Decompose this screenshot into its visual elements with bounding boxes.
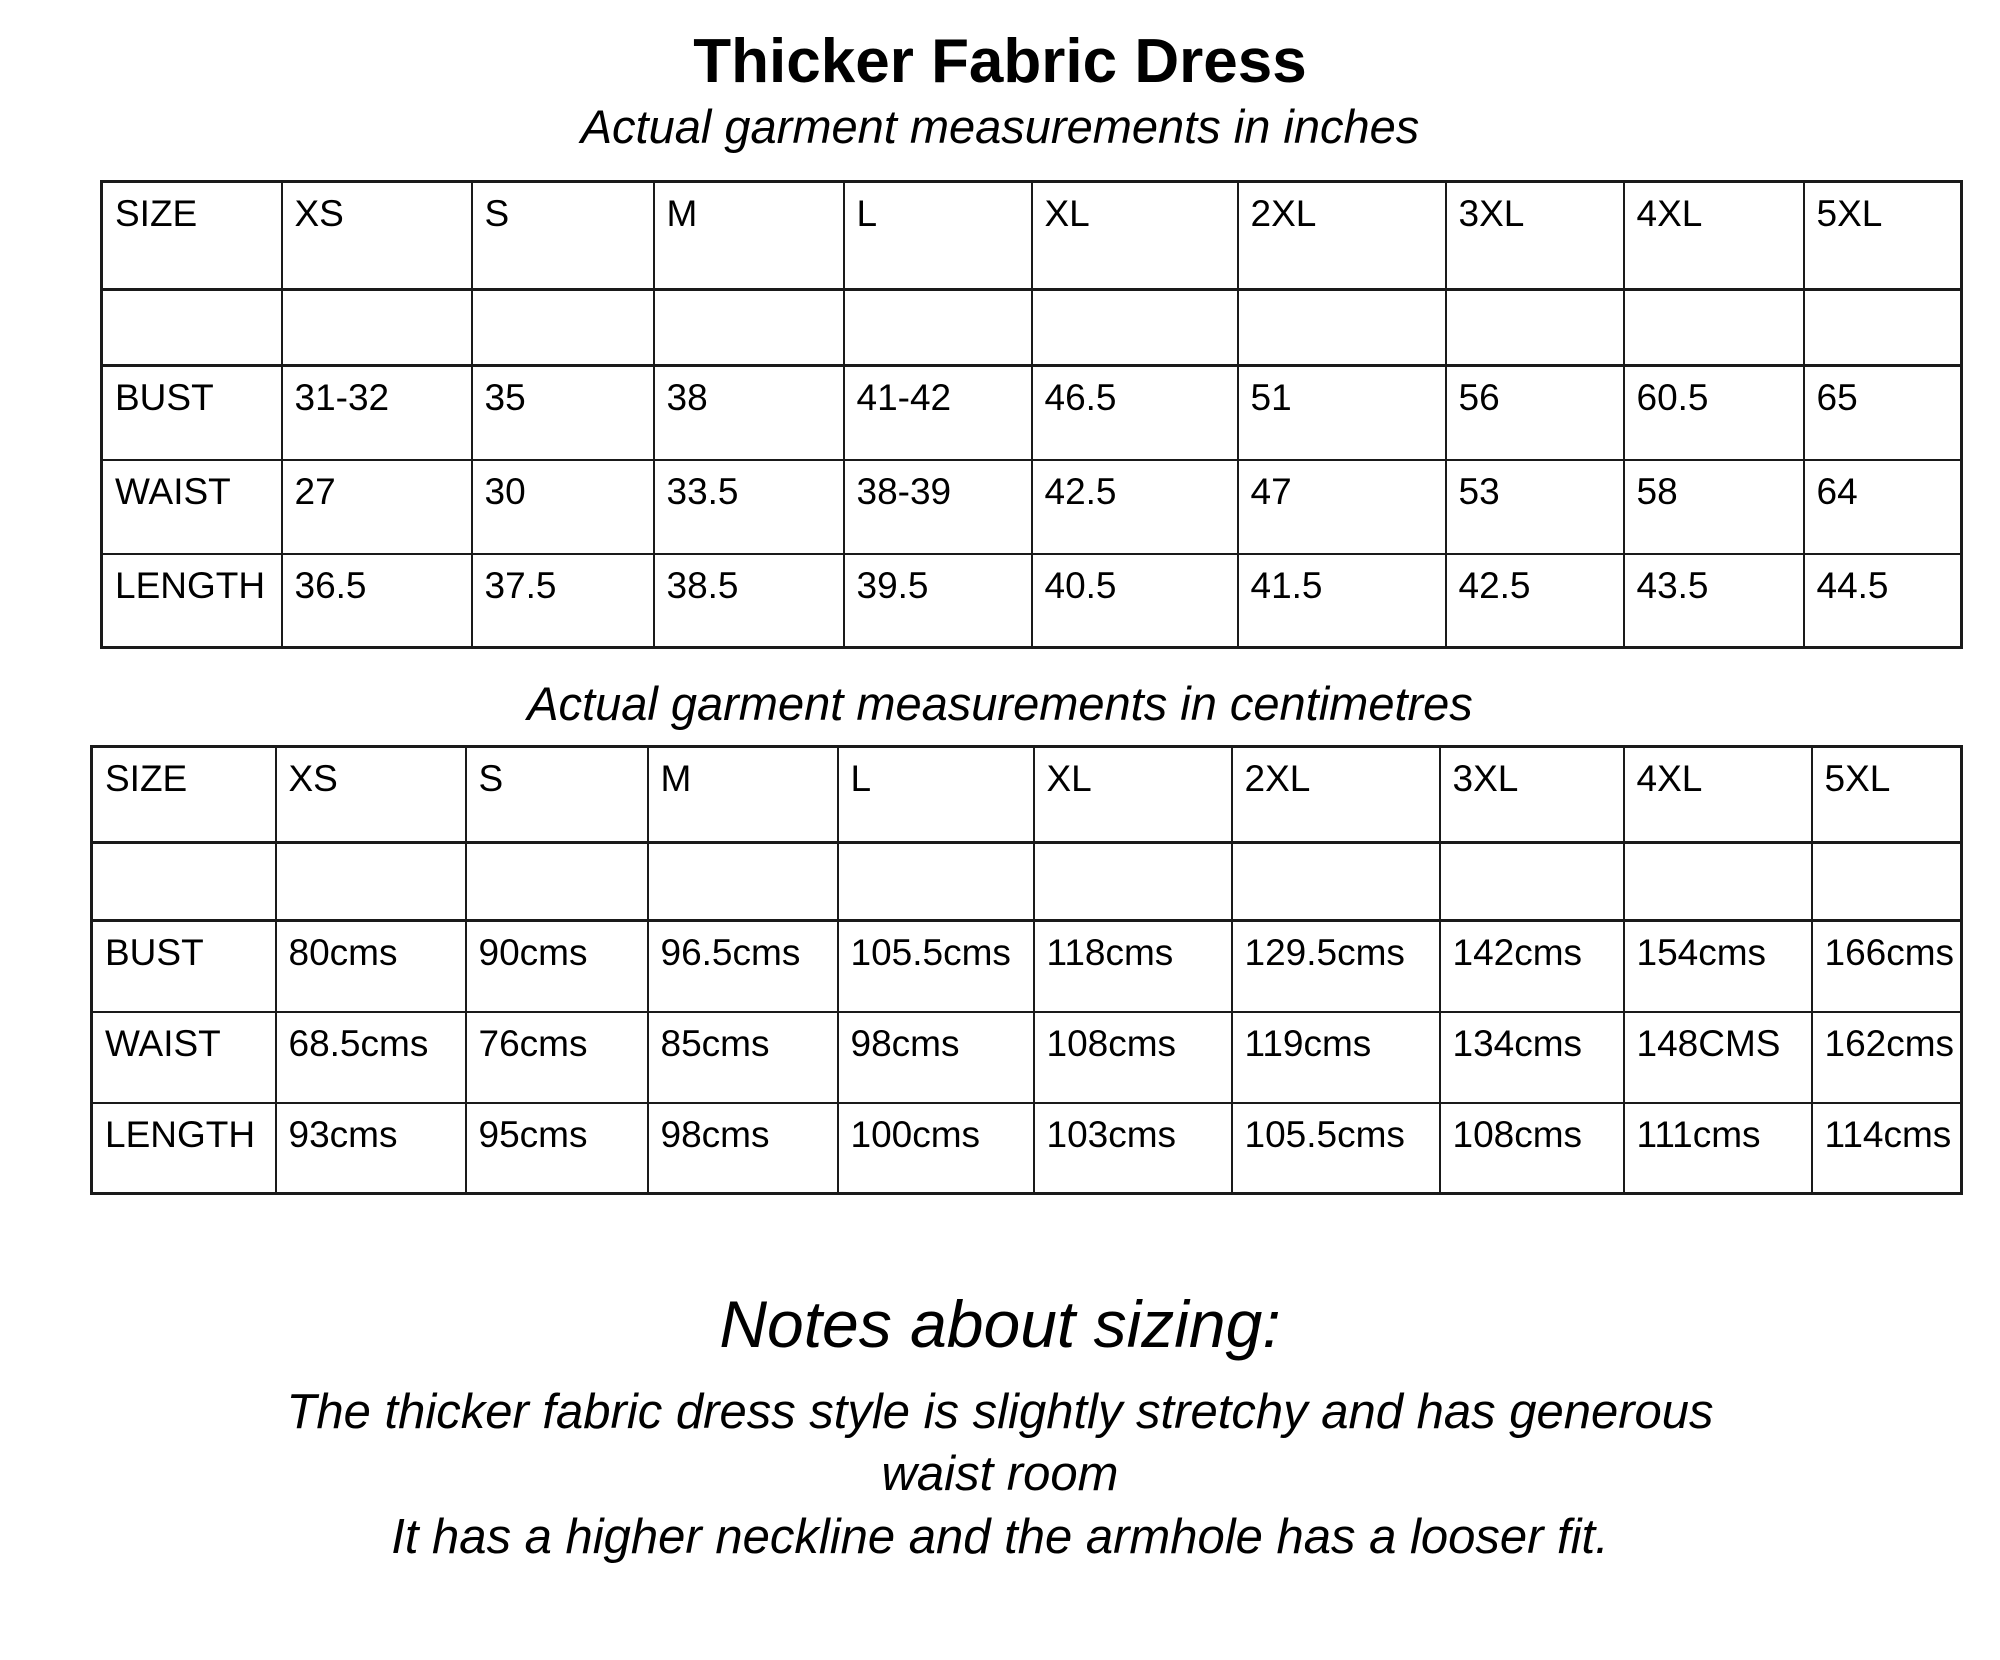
notes-heading: Notes about sizing: (719, 1287, 1281, 1362)
cm-spacer-row (92, 843, 1962, 921)
table-cell: 38.5 (654, 554, 844, 648)
table-cell (102, 290, 282, 366)
row-label-length: LENGTH (102, 554, 282, 648)
inches-spacer-row (102, 290, 1962, 366)
table-cell: 30 (472, 460, 654, 554)
subtitle-inches: Actual garment measurements in inches (580, 100, 1420, 154)
table-cell: 85cms (648, 1012, 838, 1103)
col-header-5xl: 5XL (1812, 747, 1962, 843)
table-cell (838, 843, 1034, 921)
table-cell (282, 290, 472, 366)
table-cell: 38 (654, 366, 844, 460)
subtitle-centimetres: Actual garment measurements in centimetres (527, 677, 1473, 731)
table-cell: 41-42 (844, 366, 1032, 460)
col-header-m: M (648, 747, 838, 843)
table-cell (1440, 843, 1624, 921)
table-cell: 111cms (1624, 1103, 1812, 1194)
col-header-5xl: 5XL (1804, 182, 1962, 290)
row-label-bust: BUST (92, 921, 276, 1012)
table-cell: 119cms (1232, 1012, 1440, 1103)
table-cell: 148CMS (1624, 1012, 1812, 1103)
table-cell: 42.5 (1446, 554, 1624, 648)
row-label-bust: BUST (102, 366, 282, 460)
col-header-l: L (844, 182, 1032, 290)
table-cell (654, 290, 844, 366)
table-cell: 93cms (276, 1103, 466, 1194)
table-cell (648, 843, 838, 921)
table-cell: 95cms (466, 1103, 648, 1194)
col-header-2xl: 2XL (1232, 747, 1440, 843)
table-cell: 108cms (1440, 1103, 1624, 1194)
table-cell: 114cms (1812, 1103, 1962, 1194)
table-cell: 105.5cms (1232, 1103, 1440, 1194)
cm-length-row (92, 1103, 1962, 1194)
table-cell (1624, 843, 1812, 921)
table-cell: 142cms (1440, 921, 1624, 1012)
col-header-size: SIZE (102, 182, 282, 290)
inches-waist-row (102, 460, 1962, 554)
centimetres-size-table (90, 745, 1963, 1195)
table-cell: 154cms (1624, 921, 1812, 1012)
table-cell: 39.5 (844, 554, 1032, 648)
notes-line: It has a higher neckline and the armhole has a looser fit. (391, 1509, 1609, 1564)
table-cell (1804, 290, 1962, 366)
table-cell: 103cms (1034, 1103, 1232, 1194)
col-header-4xl: 4XL (1624, 747, 1812, 843)
inches-bust-row (102, 366, 1962, 460)
table-cell: 129.5cms (1232, 921, 1440, 1012)
col-header-s: S (472, 182, 654, 290)
col-header-3xl: 3XL (1446, 182, 1624, 290)
row-label-waist: WAIST (92, 1012, 276, 1103)
table-cell: 38-39 (844, 460, 1032, 554)
inches-length-row (102, 554, 1962, 648)
table-cell (1238, 290, 1446, 366)
table-cell: 42.5 (1032, 460, 1238, 554)
table-cell: 37.5 (472, 554, 654, 648)
inches-size-table (100, 180, 1963, 649)
table-cell: 56 (1446, 366, 1624, 460)
table-cell: 58 (1624, 460, 1804, 554)
table-cell (92, 843, 276, 921)
table-cell: 27 (282, 460, 472, 554)
col-header-xl: XL (1034, 747, 1232, 843)
col-header-2xl: 2XL (1238, 182, 1446, 290)
inches-header-row (102, 182, 1962, 290)
table-cell: 65 (1804, 366, 1962, 460)
table-cell (472, 290, 654, 366)
table-cell: 68.5cms (276, 1012, 466, 1103)
page-title: Thicker Fabric Dress (693, 27, 1307, 96)
row-label-length: LENGTH (92, 1103, 276, 1194)
table-cell: 53 (1446, 460, 1624, 554)
table-cell (1812, 843, 1962, 921)
table-cell: 60.5 (1624, 366, 1804, 460)
table-cell: 46.5 (1032, 366, 1238, 460)
table-cell: 96.5cms (648, 921, 838, 1012)
table-cell: 105.5cms (838, 921, 1034, 1012)
col-header-4xl: 4XL (1624, 182, 1804, 290)
table-cell (466, 843, 648, 921)
col-header-l: L (838, 747, 1034, 843)
table-cell: 98cms (648, 1103, 838, 1194)
table-cell: 108cms (1034, 1012, 1232, 1103)
table-cell: 118cms (1034, 921, 1232, 1012)
col-header-3xl: 3XL (1440, 747, 1624, 843)
table-cell (276, 843, 466, 921)
table-cell (1032, 290, 1238, 366)
table-cell (844, 290, 1032, 366)
table-cell: 98cms (838, 1012, 1034, 1103)
col-header-xl: XL (1032, 182, 1238, 290)
table-cell: 43.5 (1624, 554, 1804, 648)
table-cell (1624, 290, 1804, 366)
table-cell: 41.5 (1238, 554, 1446, 648)
table-cell: 40.5 (1032, 554, 1238, 648)
row-label-waist: WAIST (102, 460, 282, 554)
table-cell: 51 (1238, 366, 1446, 460)
table-cell: 166cms (1812, 921, 1962, 1012)
sizing-notes (0, 1287, 2000, 1568)
table-cell: 44.5 (1804, 554, 1962, 648)
table-cell: 100cms (838, 1103, 1034, 1194)
table-cell (1034, 843, 1232, 921)
cm-waist-row (92, 1012, 1962, 1103)
table-cell: 76cms (466, 1012, 648, 1103)
table-cell: 80cms (276, 921, 466, 1012)
table-cell: 36.5 (282, 554, 472, 648)
table-cell (1232, 843, 1440, 921)
table-cell: 31-32 (282, 366, 472, 460)
cm-bust-row (92, 921, 1962, 1012)
table-cell: 33.5 (654, 460, 844, 554)
col-header-m: M (654, 182, 844, 290)
table-cell (1446, 290, 1624, 366)
col-header-xs: XS (282, 182, 472, 290)
cm-header-row (92, 747, 1962, 843)
table-cell: 47 (1238, 460, 1446, 554)
notes-line: waist room (881, 1447, 1119, 1502)
table-cell: 162cms (1812, 1012, 1962, 1103)
notes-line: The thicker fabric dress style is slightly stretchy and has generous (286, 1385, 1714, 1440)
table-cell: 90cms (466, 921, 648, 1012)
table-cell: 64 (1804, 460, 1962, 554)
table-cell: 134cms (1440, 1012, 1624, 1103)
table-cell: 35 (472, 366, 654, 460)
col-header-s: S (466, 747, 648, 843)
col-header-size: SIZE (92, 747, 276, 843)
col-header-xs: XS (276, 747, 466, 843)
